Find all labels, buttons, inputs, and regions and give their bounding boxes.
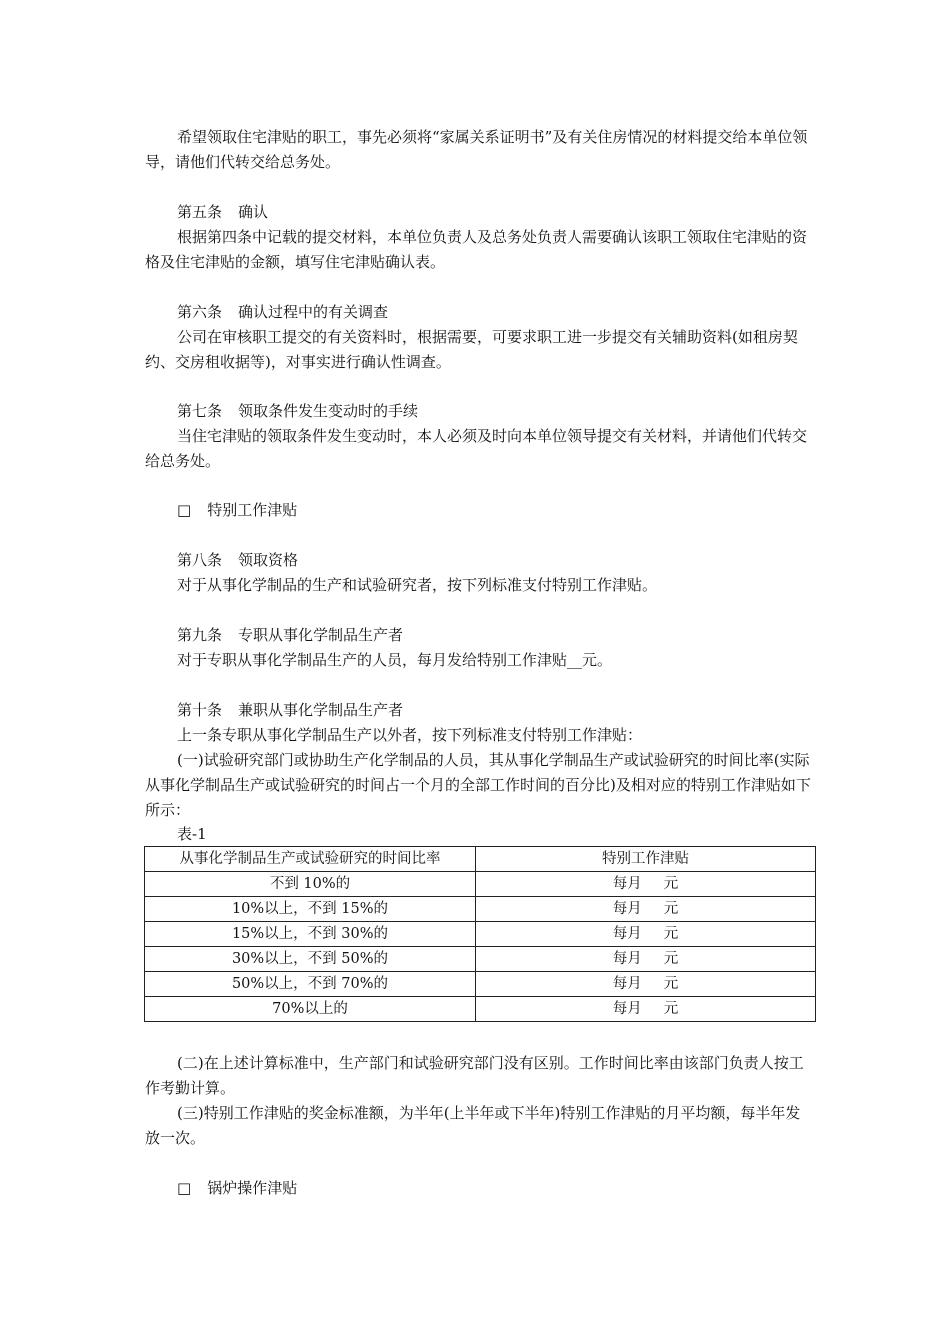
section-title: 锅炉操作津贴 <box>207 1179 298 1197</box>
note-2: (二)在上述计算标准中，生产部门和试验研究部门没有区别。工作时间比率由该部门负责人按工作考勤计算。 <box>145 1054 804 1097</box>
article-6-title: 确认过程中的有关调查 <box>238 303 389 321</box>
article-8-number: 第八条 <box>177 551 223 569</box>
table-row <box>145 897 816 922</box>
article-7-heading <box>177 399 418 424</box>
table-caption: 表-1 <box>177 825 207 843</box>
section-title: 特别工作津贴 <box>207 501 298 519</box>
per-month: 每月 <box>612 926 642 942</box>
note-3: (三)特别工作津贴的奖金标准额，为半年(上半年或下半年)特别工作津贴的月平均额，每半年发放一次。 <box>145 1104 801 1147</box>
allowance-cell <box>476 872 816 897</box>
table-row <box>145 922 816 947</box>
article-5-number: 第五条 <box>177 203 223 221</box>
table-row <box>145 947 816 972</box>
article-10-title: 兼职从事化学制品生产者 <box>238 701 404 719</box>
allowance-table <box>144 846 816 1022</box>
table-header-row <box>145 847 816 872</box>
currency-unit: 元 <box>663 901 679 917</box>
article-9-heading <box>177 623 403 648</box>
article-5-heading <box>177 200 268 225</box>
ratio-cell: 10%以上，不到 15%的 <box>145 897 476 922</box>
intro-paragraph: 希望领取住宅津贴的职工，事先必须将“家属关系证明书”及有关住房情况的材料提交给本单位领导，请他们代转交给总务处。 <box>145 128 808 171</box>
ratio-cell: 不到 10%的 <box>145 872 476 897</box>
per-month: 每月 <box>612 1001 642 1017</box>
currency-unit: 元 <box>663 951 679 967</box>
table-row <box>145 872 816 897</box>
article-9-title: 专职从事化学制品生产者 <box>238 626 404 644</box>
currency-unit: 元 <box>663 976 679 992</box>
allowance-cell <box>476 947 816 972</box>
section-heading-special-allowance <box>177 498 297 523</box>
article-7-body: 当住宅津贴的领取条件发生变动时，本人必须及时向本单位领导提交有关材料，并请他们代转交给总务处。 <box>145 427 808 470</box>
ratio-cell: 15%以上，不到 30%的 <box>145 922 476 947</box>
table-header-allowance: 特别工作津贴 <box>476 847 816 872</box>
checkbox-icon: □ <box>177 501 192 519</box>
article-9-number: 第九条 <box>177 626 223 644</box>
article-10-body-2: (一)试验研究部门或协助生产化学制品的人员，其从事化学制品生产或试验研究的时间比率(实际从事化学制品生产或试验研究的时间占一个月的全部工作时间的百分比)及相对应的特别工作津贴如下所示： <box>145 751 811 819</box>
article-9-body: 对于专职从事化学制品生产的人员，每月发给特别工作津贴__元。 <box>177 651 613 669</box>
article-10-heading <box>177 698 403 723</box>
article-7-title: 领取条件发生变动时的手续 <box>238 402 419 420</box>
currency-unit: 元 <box>663 876 679 892</box>
per-month: 每月 <box>612 976 642 992</box>
article-7-number: 第七条 <box>177 402 223 420</box>
section-heading-boiler-allowance <box>177 1176 297 1201</box>
table-row <box>145 972 816 997</box>
article-6-body: 公司在审核职工提交的有关资料时，根据需要，可要求职工进一步提交有关辅助资料(如租房契约、交房租收据等)，对事实进行确认性调查。 <box>145 328 798 371</box>
article-5-body: 根据第四条中记载的提交材料，本单位负责人及总务处负责人需要确认该职工领取住宅津贴的资格及住宅津贴的金额，填写住宅津贴确认表。 <box>145 228 808 271</box>
article-10-body-1: 上一条专职从事化学制品生产以外者，按下列标准支付特别工作津贴： <box>177 726 643 744</box>
article-8-heading <box>177 548 298 573</box>
currency-unit: 元 <box>663 926 679 942</box>
allowance-cell <box>476 997 816 1022</box>
allowance-cell <box>476 972 816 997</box>
article-8-title: 领取资格 <box>238 551 299 569</box>
per-month: 每月 <box>612 951 642 967</box>
table-row <box>145 997 816 1022</box>
table-header-ratio: 从事化学制品生产或试验研究的时间比率 <box>145 847 476 872</box>
ratio-cell: 50%以上，不到 70%的 <box>145 972 476 997</box>
article-10-number: 第十条 <box>177 701 223 719</box>
allowance-cell <box>476 897 816 922</box>
article-5-title: 确认 <box>238 203 269 221</box>
article-6-heading <box>177 300 388 325</box>
article-6-number: 第六条 <box>177 303 223 321</box>
ratio-cell: 70%以上的 <box>145 997 476 1022</box>
currency-unit: 元 <box>663 1001 679 1017</box>
ratio-cell: 30%以上，不到 50%的 <box>145 947 476 972</box>
per-month: 每月 <box>612 901 642 917</box>
allowance-cell <box>476 922 816 947</box>
per-month: 每月 <box>612 876 642 892</box>
article-8-body: 对于从事化学制品的生产和试验研究者，按下列标准支付特别工作津贴。 <box>177 576 658 594</box>
checkbox-icon: □ <box>177 1179 192 1197</box>
